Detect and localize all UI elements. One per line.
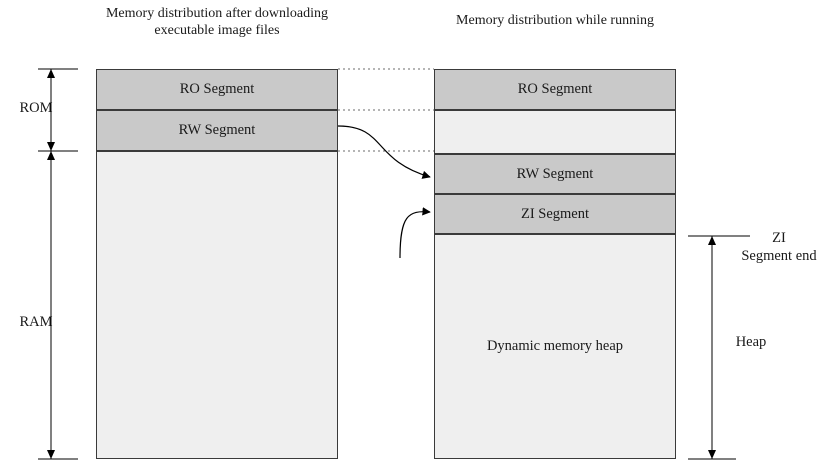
right-rw-segment-label: RW Segment [516, 165, 594, 182]
left-rw-segment-label: RW Segment [178, 122, 256, 138]
alignment-guides [338, 69, 434, 151]
left-ro-segment [96, 69, 338, 110]
ram-range-label: RAM [19, 314, 53, 330]
left-free-area [96, 151, 338, 459]
left-rw-segment [96, 110, 338, 151]
right-gap-area [434, 110, 676, 154]
right-column-title: Memory distribution while running [456, 13, 654, 28]
heap-range-label: Heap [735, 334, 767, 350]
right-heap-area [434, 234, 676, 459]
right-ro-segment [434, 69, 676, 110]
zi-segment-end-label-line2: Segment end [741, 248, 817, 264]
zi-segment-end-label [730, 229, 828, 265]
left-ro-segment-label: RO Segment [179, 81, 255, 97]
zi-create-arrow [400, 212, 430, 258]
right-rw-segment [434, 154, 676, 194]
ram-bracket [38, 151, 78, 459]
right-zi-segment [434, 194, 676, 234]
right-zi-segment-label: ZI Segment [520, 205, 590, 222]
zi-segment-end-label-line1: ZI [772, 230, 786, 246]
rw-copy-arrow [338, 126, 430, 177]
right-heap-area-label: Dynamic memory heap [486, 338, 624, 354]
left-column-title: Memory distribution after downloading executable image files [105, 6, 329, 38]
right-ro-segment-label: RO Segment [517, 81, 593, 97]
rom-range-label: ROM [19, 100, 53, 116]
